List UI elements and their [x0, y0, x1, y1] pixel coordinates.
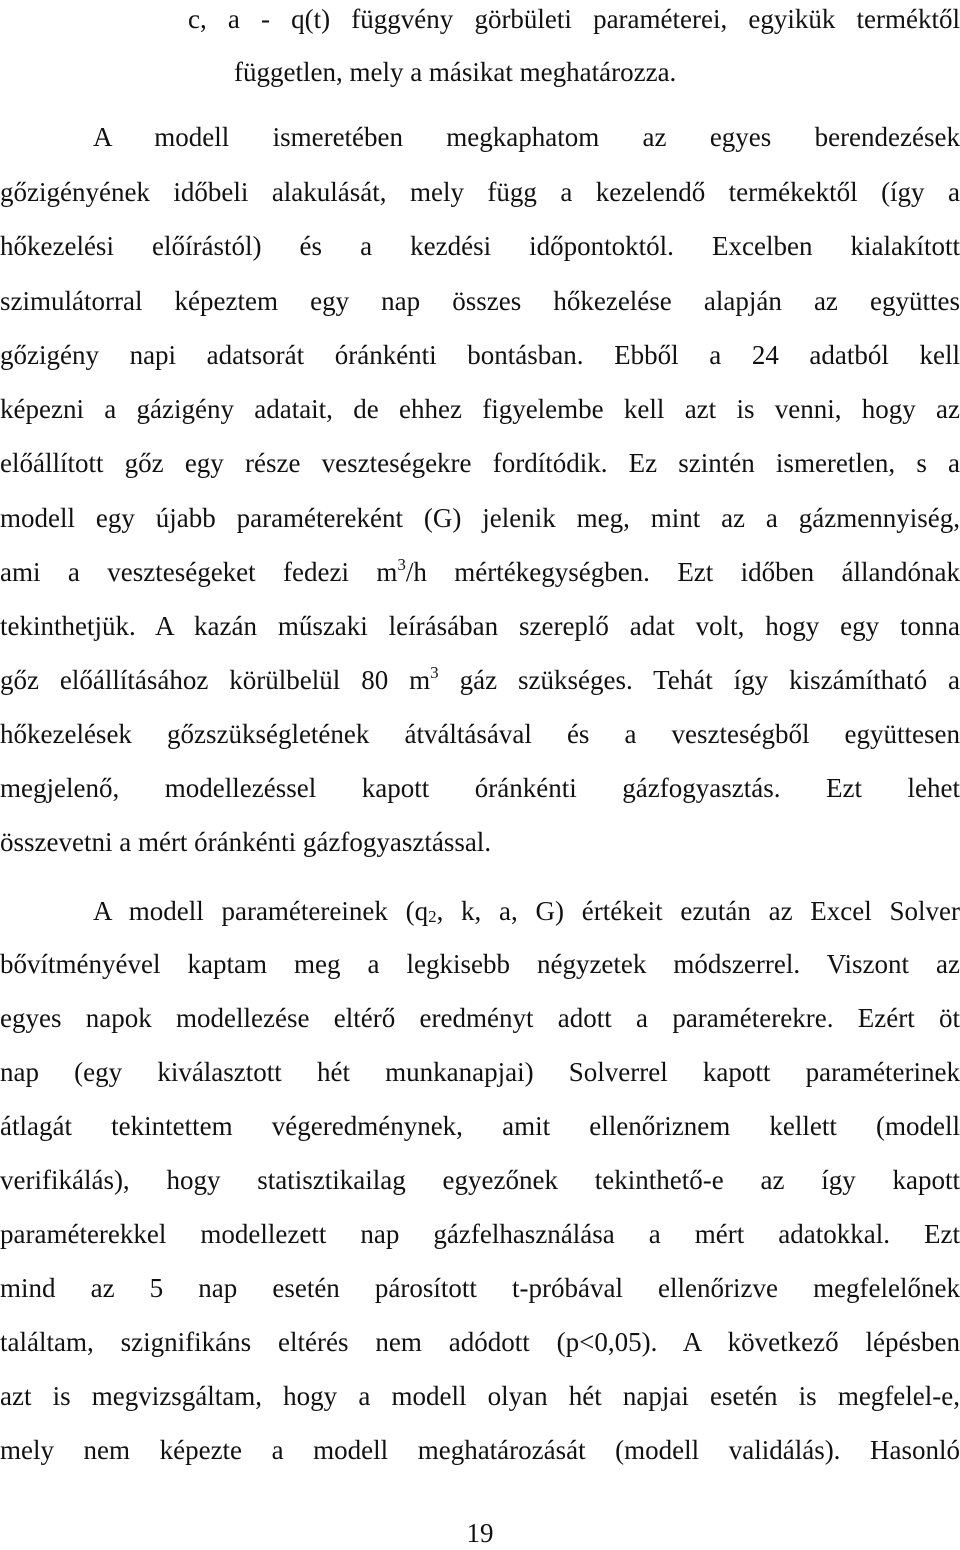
paragraph-1-line-7: előállított gőz egy része veszteségekre fordítódik. Ez szintén ismeretlen, s a [0, 448, 960, 478]
paragraph-1-line-3: hőkezelési előírástól) és a kezdési időpontoktól. Excelben kialakított [0, 231, 960, 261]
paragraph-1-line-13: megjelenő, modellezéssel kapott óránkénti gázfogyasztás. Ezt lehet [0, 773, 960, 803]
list-item-line-2: független, mely a másikat meghatározza. [234, 57, 677, 87]
paragraph-2-line-4: nap (egy kiválasztott hét munkanapjai) Solverrel kapott paraméterinek [0, 1057, 960, 1087]
list-item-line-1: c, a - q(t) függvény görbületi paraméterei, egyikük terméktől [188, 4, 960, 34]
paragraph-2-line-11: mely nem képezte a modell meghatározását (modell validálás). Hasonló [0, 1435, 960, 1465]
paragraph-2-line-7: paraméterekkel modellezett nap gázfelhasználása a mért adatokkal. Ezt [0, 1219, 960, 1249]
paragraph-1-line-1: A modell ismeretében megkaphatom az egyes berendezések [93, 122, 960, 152]
paragraph-2-line-2: bővítményével kaptam meg a legkisebb négyzetek módszerrel. Viszont az [0, 949, 960, 979]
text-segment: gáz szükséges. Tehát így kiszámítható a [438, 665, 960, 695]
text-segment: , k, a, G) értékeit ezután az Excel Solver [436, 896, 960, 926]
paragraph-2-line-9: találtam, szignifikáns eltérés nem adódott (p<0,05). A következő lépésben [0, 1327, 960, 1357]
subscript-2: 2 [428, 907, 437, 926]
superscript-3: 3 [397, 555, 406, 574]
text-segment: gőz előállításához körülbelül 80 m [0, 665, 431, 695]
paragraph-1-line-2: gőzigényének időbeli alakulását, mely függ a kezelendő termékektől (így a [0, 177, 960, 207]
page-number: 19 [466, 1518, 494, 1548]
paragraph-2-line-8: mind az 5 nap esetén párosított t-próbával ellenőrizve megfelelőnek [0, 1273, 960, 1303]
paragraph-2-line-1 [93, 894, 960, 928]
paragraph-1-line-5: gőzigény napi adatsorát óránkénti bontásban. Ebből a 24 adatból kell [0, 340, 960, 370]
paragraph-1-line-9 [0, 555, 960, 589]
paragraph-1-line-6: képezni a gázigény adatait, de ehhez figyelembe kell azt is venni, hogy az [0, 394, 960, 424]
paragraph-1-line-4: szimulátorral képeztem egy nap összes hőkezelése alapján az együttes [0, 286, 960, 316]
superscript-3: 3 [430, 663, 439, 682]
text-segment: ami a veszteségeket fedezi m [0, 557, 398, 587]
text-segment: A modell paramétereinek (q [93, 896, 429, 926]
paragraph-1-line-12: hőkezelések gőzszükségletének átváltásával és a veszteségből együttesen [0, 719, 960, 749]
paragraph-2-line-6: verifikálás), hogy statisztikailag egyezőnek tekinthető-e az így kapott [0, 1165, 960, 1195]
paragraph-1-line-10: tekinthetjük. A kazán műszaki leírásában szereplő adat volt, hogy egy tonna [0, 611, 960, 641]
paragraph-1-line-8: modell egy újabb paramétereként (G) jelenik meg, mint az a gázmennyiség, [0, 503, 960, 533]
text-segment: /h mértékegységben. Ezt időben állandónak [405, 557, 960, 587]
paragraph-2-line-10: azt is megvizsgáltam, hogy a modell olyan hét napjai esetén is megfelel-e, [0, 1381, 960, 1411]
paragraph-2-line-3: egyes napok modellezése eltérő eredményt adott a paraméterekre. Ezért öt [0, 1003, 960, 1033]
paragraph-2-line-5: átlagát tekintettem végeredménynek, amit ellenőriznem kellett (modell [0, 1111, 960, 1141]
paragraph-1-line-14: összevetni a mért óránkénti gázfogyasztással. [0, 827, 492, 857]
paragraph-1-line-11 [0, 663, 960, 697]
